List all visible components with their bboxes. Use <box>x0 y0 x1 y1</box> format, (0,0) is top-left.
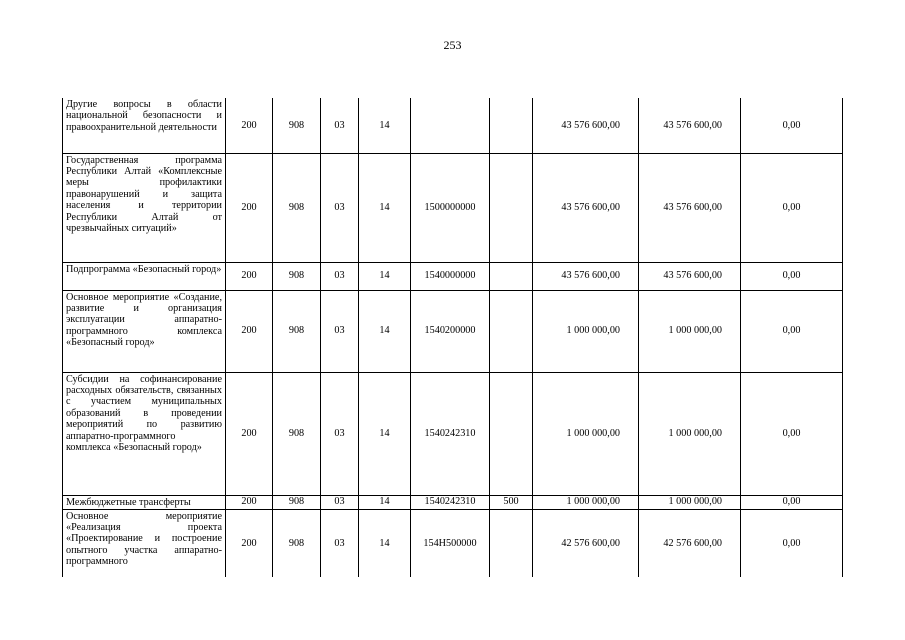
cell-target-code: 1500000000 <box>411 153 490 262</box>
cell-target-code: 1540200000 <box>411 290 490 372</box>
cell-code-2: 908 <box>273 153 321 262</box>
cell-section: 03 <box>321 290 359 372</box>
cell-amount-1: 1 000 000,00 <box>533 290 639 372</box>
cell-amount-1: 1 000 000,00 <box>533 372 639 495</box>
cell-name: Субсидии на софинансирование расходных обязательств, связанных с участием муниципальных образований в проведении мероприятий по развитию аппаратно-программного комплекса «Безопасный город» <box>63 372 226 495</box>
table-row <box>63 98 843 153</box>
cell-amount-2: 1 000 000,00 <box>639 372 741 495</box>
table-row <box>63 509 843 577</box>
cell-amount-3: 0,00 <box>741 495 843 509</box>
cell-code-1: 200 <box>226 153 273 262</box>
table-row <box>63 495 843 509</box>
cell-name: Межбюджетные трансферты <box>63 495 226 509</box>
cell-name: Основное мероприятие «Реализация проекта «Проектирование и построение опытного участка аппаратно-программного <box>63 509 226 577</box>
cell-amount-1: 43 576 600,00 <box>533 98 639 153</box>
cell-expense-type <box>490 290 533 372</box>
cell-expense-type <box>490 509 533 577</box>
cell-name: Основное мероприятие «Создание, развитие и организация эксплуатации аппаратно-программного комплекса «Безопасный город» <box>63 290 226 372</box>
cell-amount-3: 0,00 <box>741 372 843 495</box>
cell-subsection: 14 <box>359 495 411 509</box>
cell-expense-type <box>490 262 533 290</box>
table-row <box>63 372 843 495</box>
cell-code-2: 908 <box>273 509 321 577</box>
page-number: 253 <box>443 38 462 52</box>
cell-amount-3: 0,00 <box>741 262 843 290</box>
table-row <box>63 153 843 262</box>
cell-amount-3: 0,00 <box>741 153 843 262</box>
cell-subsection: 14 <box>359 290 411 372</box>
cell-expense-type: 500 <box>490 495 533 509</box>
cell-expense-type <box>490 372 533 495</box>
cell-subsection: 14 <box>359 153 411 262</box>
cell-subsection: 14 <box>359 509 411 577</box>
cell-section: 03 <box>321 495 359 509</box>
cell-section: 03 <box>321 509 359 577</box>
cell-target-code: 1540000000 <box>411 262 490 290</box>
cell-code-2: 908 <box>273 372 321 495</box>
cell-code-2: 908 <box>273 290 321 372</box>
cell-amount-2: 43 576 600,00 <box>639 262 741 290</box>
cell-code-2: 908 <box>273 98 321 153</box>
cell-target-code <box>411 98 490 153</box>
cell-code-2: 908 <box>273 495 321 509</box>
cell-section: 03 <box>321 372 359 495</box>
cell-subsection: 14 <box>359 262 411 290</box>
cell-code-1: 200 <box>226 262 273 290</box>
cell-section: 03 <box>321 153 359 262</box>
cell-amount-2: 1 000 000,00 <box>639 495 741 509</box>
cell-amount-1: 43 576 600,00 <box>533 153 639 262</box>
cell-amount-2: 43 576 600,00 <box>639 98 741 153</box>
cell-code-1: 200 <box>226 98 273 153</box>
cell-name: Другие вопросы в области национальной безопасности и правоохранительной деятельности <box>63 98 226 153</box>
cell-subsection: 14 <box>359 98 411 153</box>
cell-name: Государственная программа Республики Алтай «Комплексные меры профилактики правонарушений и защита населения и территории Республики Алтай от чрезвычайных ситуаций» <box>63 153 226 262</box>
cell-target-code: 154H500000 <box>411 509 490 577</box>
budget-table <box>62 98 843 577</box>
cell-amount-1: 42 576 600,00 <box>533 509 639 577</box>
cell-target-code: 1540242310 <box>411 372 490 495</box>
cell-code-1: 200 <box>226 509 273 577</box>
cell-expense-type <box>490 98 533 153</box>
cell-code-1: 200 <box>226 290 273 372</box>
cell-amount-3: 0,00 <box>741 290 843 372</box>
cell-name: Подпрограмма «Безопасный город» <box>63 262 226 290</box>
table-row <box>63 290 843 372</box>
table-row <box>63 262 843 290</box>
cell-section: 03 <box>321 262 359 290</box>
cell-code-2: 908 <box>273 262 321 290</box>
cell-subsection: 14 <box>359 372 411 495</box>
cell-amount-3: 0,00 <box>741 98 843 153</box>
cell-amount-3: 0,00 <box>741 509 843 577</box>
cell-amount-2: 43 576 600,00 <box>639 153 741 262</box>
cell-section: 03 <box>321 98 359 153</box>
cell-code-1: 200 <box>226 372 273 495</box>
cell-amount-2: 1 000 000,00 <box>639 290 741 372</box>
cell-expense-type <box>490 153 533 262</box>
cell-code-1: 200 <box>226 495 273 509</box>
cell-amount-2: 42 576 600,00 <box>639 509 741 577</box>
cell-amount-1: 1 000 000,00 <box>533 495 639 509</box>
cell-target-code: 1540242310 <box>411 495 490 509</box>
cell-amount-1: 43 576 600,00 <box>533 262 639 290</box>
